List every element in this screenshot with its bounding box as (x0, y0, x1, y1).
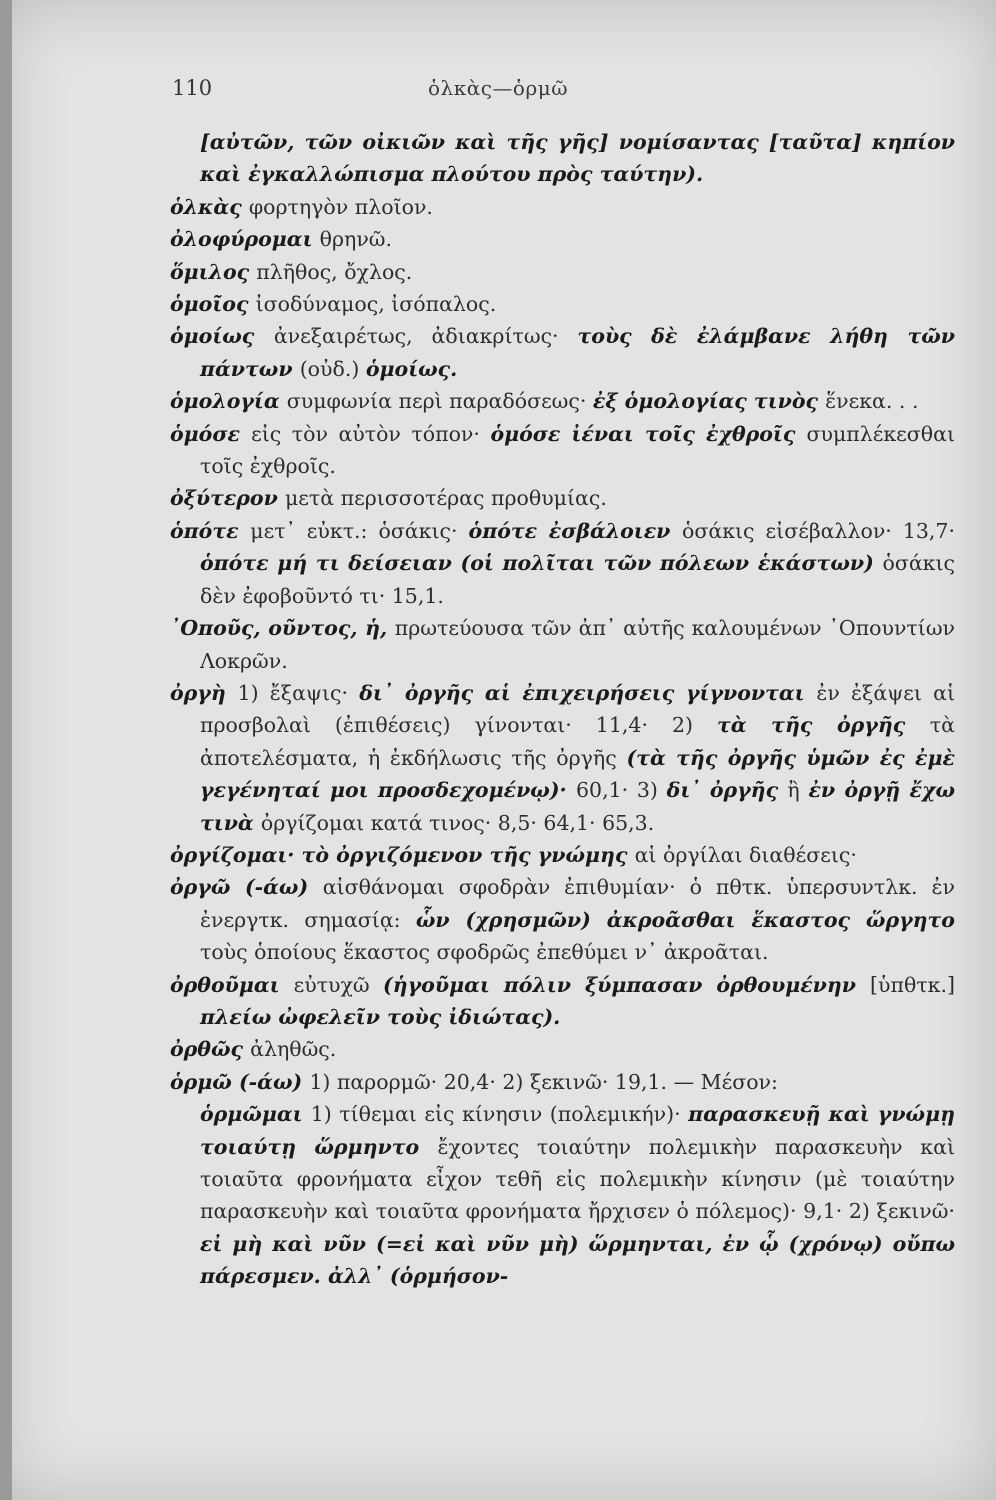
entry-definition: συμπλέκεσθαι τοῖς ἐχθροῖς. (200, 421, 955, 479)
entry-term: ὁμόσε ἰέναι τοῖς ἐχθροῖς (490, 421, 807, 446)
dictionary-entry (170, 612, 955, 677)
entry-definition: ἕνεκα. . . (825, 389, 919, 414)
running-head: ὁλκὰς—ὁρμῶ (427, 76, 569, 100)
entry-term: ἐξ ὁμολογίας τινὸς (592, 389, 826, 414)
entry-definition: πλῆθος, ὄχλος. (256, 259, 413, 284)
entry-term: ὀξύτερον (170, 486, 285, 511)
entry-definition: τὰ ἀποτελέσματα, ἡ ἐκδήλωσις τῆς ὀργῆς (200, 713, 956, 770)
dictionary-entry (170, 1098, 955, 1292)
entry-term: ὧν (χρησμῶν) ἀκροᾶσθαι ἕκαστος ὥργητο (415, 907, 955, 932)
entry-term: ὅμιλος (170, 259, 257, 284)
entry-definition: 60,1· 3) (576, 778, 667, 803)
entry-term: δι᾿ ὀργῆς (666, 778, 788, 803)
entry-term: ὀρθοῦμαι (170, 972, 294, 997)
entry-term: [αὐτῶν, τῶν οἰκιῶν καὶ τῆς γῆς] νομίσαντας [ταῦτα] κηπίον καὶ ἐγκαλλώπισμα πλούτου πρὸς ταύτην). (200, 130, 955, 187)
entry-term: ᾿Οποῦς, οῦντος, ἡ, (170, 616, 395, 641)
dictionary-entry (170, 288, 955, 320)
entry-term: τὰ τῆς ὀργῆς (717, 713, 930, 738)
dictionary-entry (170, 191, 955, 223)
entry-term: ὀργῶ (-άω) (170, 875, 323, 900)
dictionary-entry (170, 969, 955, 1034)
entry-term: ὁρμῶμαι (200, 1102, 311, 1127)
dictionary-entry (170, 871, 955, 968)
dictionary-entry (170, 126, 955, 191)
entry-term: πλείω ὠφελεῖν τοὺς ἰδιώτας). (200, 1004, 561, 1029)
entry-term: (τὰ τῆς ὀργῆς ὑμῶν ἐς ἐμὲ γεγένηταί μοι προσδεχομένῳ)· (200, 745, 955, 803)
entry-term: ὀρθῶς (170, 1037, 251, 1062)
entry-definition: 1) παρορμῶ· 20,4· 2) ξεκινῶ· 19,1. — Μέσον: (309, 1069, 778, 1094)
page-header (0, 76, 996, 106)
dictionary-entry (170, 1066, 955, 1098)
entry-definition: ἀνεξαιρέτως, ἀδιακρίτως· (273, 324, 578, 349)
entry-term: (ἡγοῦμαι πόλιν ξύμπασαν ὀρθουμένην (383, 972, 871, 997)
entry-definition: μετὰ περισσοτέρας προθυμίας. (284, 486, 607, 511)
entry-term: ὁμοῖος (170, 292, 256, 317)
entry-term: παρασκευῇ καὶ γνώμῃ τοιαύτῃ ὥρμηντο (200, 1102, 955, 1159)
entry-definition: τοὺς ὁποίους ἕκαστος σφοδρῶς ἐπεθύμει ν᾿ ἀκροᾶται. (200, 940, 769, 965)
entry-definition: μετ᾿ εὐκτ.: ὁσάκις· (250, 518, 469, 543)
dictionary-entry (170, 385, 955, 417)
entry-definition: θρηνῶ. (319, 227, 393, 252)
entry-definition: ἔχοντες τοιαύτην πολεμικὴν παρασκευὴν καὶ τοιαῦτα φρονήματα εἶχον τεθῆ εἰς πολεμικὴν κίνησιν (μὲ τοιαύτην παρασκευὴν καὶ τοιαῦτα φρονήματα ἤρχισεν ὁ πόλεμος)· 9,1· 2) ξεκινῶ· (200, 1134, 955, 1224)
entry-definition: συμφωνία περὶ παραδόσεως· (286, 389, 593, 414)
entry-definition: εἰς τὸν αὐτὸν τόπον· (251, 421, 491, 446)
entry-definition: ἐν ἐξάψει αἱ προσβολαὶ (ἐπιθέσεις) γίνονται· 11,4· 2) (200, 680, 955, 738)
dictionary-entry (170, 677, 955, 839)
dictionary-entry (170, 515, 955, 612)
entry-term: ὁρμῶ (-άω) (170, 1069, 310, 1094)
dictionary-entry (170, 223, 955, 255)
entry-term: ὁπότε ἐσβάλοιεν (468, 518, 683, 543)
dictionary-entry (170, 320, 955, 385)
entry-definition: ὁσάκις δὲν ἐφοβοῦντό τι· 15,1. (200, 551, 955, 608)
dictionary-entry (170, 482, 955, 514)
entry-definition: ἀληθῶς. (250, 1037, 337, 1062)
entry-term: ὀργίζομαι· τὸ ὀργιζόμενον τῆς γνώμης (170, 842, 635, 867)
entry-definition: 1) ἔξαψις· (237, 680, 360, 705)
entry-definition: ὁσάκις εἰσέβαλλον· 13,7· (682, 518, 955, 543)
entry-definition: αἱ ὀργίλαι διαθέσεις· (634, 842, 857, 867)
entry-definition: ἢ (787, 778, 809, 803)
entry-definition: 1) τίθεμαι εἰς κίνησιν (πολεμικήν)· (310, 1102, 689, 1127)
entry-term: δι᾿ ὀργῆς αἱ ἐπιχειρήσεις γίγνονται (359, 680, 817, 705)
entry-term: ὀργὴ (170, 680, 238, 705)
entry-term: ὁμοίως (170, 324, 274, 349)
entry-definition: ἰσοδύναμος, ἰσόπαλος. (255, 292, 497, 317)
entry-term: ὀλοφύρομαι (170, 227, 320, 252)
entry-term: ὁμοίως. (365, 356, 458, 381)
entry-term: ὁπότε (170, 518, 251, 543)
dictionary-entry (170, 418, 955, 483)
entry-term: ὁλκὰς (170, 194, 249, 219)
page-number: 110 (172, 76, 213, 100)
entry-definition: πρωτεύουσα τῶν ἀπ᾿ αὐτῆς καλουμένων ᾿Οπουντίων Λοκρῶν. (200, 616, 955, 673)
dictionary-entry (170, 1033, 955, 1065)
entry-term: ὁμολογία (170, 389, 287, 414)
entry-definition: [ὑπθτκ.] (870, 972, 955, 997)
dictionary-entry (170, 839, 955, 871)
entry-term: ἐν ὀργῇ ἔχω τινὰ (200, 778, 956, 835)
entry-definition: αἰσθάνομαι σφοδρὰν ἐπιθυμίαν· ὁ πθτκ. ὑπερσυντλκ. ἐν ἐνεργτκ. σημασίᾳ: (200, 875, 955, 932)
entry-term: ὁπότε μή τι δείσειαν (οἱ πολῖται τῶν πόλεων ἑκάστων) (200, 551, 883, 576)
entry-definition: εὐτυχῶ (293, 972, 384, 997)
entry-definition: ὀργίζομαι κατά τινος· 8,5· 64,1· 65,3. (260, 810, 655, 835)
page-edge (0, 0, 12, 1500)
dictionary-body (170, 126, 955, 1293)
dictionary-entry (170, 256, 955, 288)
entry-term: τοὺς δὲ ἐλάμβανε λήθη τῶν πάντων (200, 324, 955, 381)
entry-definition: (οὐδ.) (299, 356, 366, 381)
entry-term: εἰ μὴ καὶ νῦν (=εἰ καὶ νῦν μὴ) ὥρμηνται, ἐν ᾧ (χρόνῳ) οὔπω πάρεσμεν. ἀλλ᾿ (ὁρμήσον- (200, 1231, 955, 1289)
entry-term: ὁμόσε (170, 421, 252, 446)
entry-definition: φορτηγὸν πλοῖον. (248, 194, 433, 219)
